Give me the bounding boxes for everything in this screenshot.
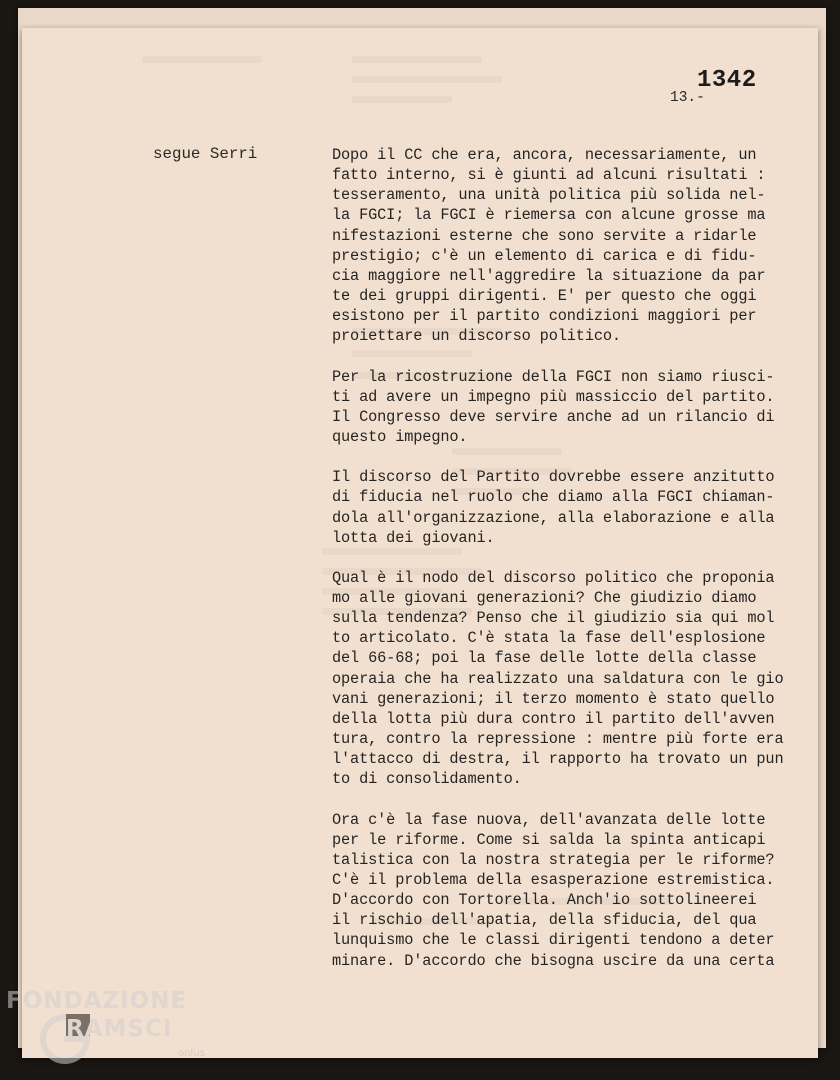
paragraph	[332, 145, 812, 347]
text-line: cia maggiore nell'aggredire la situazione da par	[332, 266, 766, 285]
paragraph	[332, 810, 812, 971]
text-line: fatto interno, si è giunti ad alcuni risultati :	[332, 166, 766, 185]
text-line: ti ad avere un impegno più massiccio del partito.	[332, 387, 775, 406]
text-line: l'attacco di destra, il rapporto ha trovato un pun	[332, 750, 784, 769]
fondazione-gramsci-watermark	[6, 988, 216, 1068]
show-through-mark	[352, 96, 452, 103]
show-through-mark	[352, 56, 482, 63]
text-line: di fiducia nel ruolo che diamo alla FGCI chiaman-	[332, 488, 775, 507]
text-line: esistono per il partito condizioni maggiori per	[332, 307, 757, 326]
text-line: questo impegno.	[332, 428, 468, 447]
text-line: Ora c'è la fase nuova, dell'avanzata delle lotte	[332, 810, 766, 829]
text-line: Il Congresso deve servire anche ad un rilancio di	[332, 407, 775, 426]
text-line: minare. D'accordo che bisogna uscire da una certa	[332, 951, 775, 970]
text-line: prestigio; c'è un elemento di carica e di fidu-	[332, 246, 757, 265]
text-line: del 66-68; poi la fase delle lotte della classe	[332, 649, 757, 668]
text-line: te dei gruppi dirigenti. E' per questo che oggi	[332, 287, 757, 306]
text-line: to articolato. C'è stata la fase dell'esplosione	[332, 629, 766, 648]
text-line: Il discorso del Partito dovrebbe essere anzitutto	[332, 468, 775, 487]
text-line: proiettare un discorso politico.	[332, 327, 621, 346]
paragraph	[332, 568, 812, 790]
text-line: C'è il problema della esasperazione estremistica.	[332, 871, 775, 889]
text-line: tura, contro la repressione : mentre più forte era	[332, 730, 784, 749]
text-line: lotta dei giovani.	[332, 528, 495, 547]
text-line: tesseramento, una unità politica più solida nel-	[332, 186, 766, 205]
page-number: 13.-	[670, 90, 705, 106]
text-line: to di consolidamento.	[332, 770, 522, 789]
paragraph	[332, 467, 812, 548]
paragraph	[332, 367, 812, 448]
text-line: talistica con la nostra strategia per le riforme?	[332, 850, 775, 869]
show-through-mark	[142, 56, 262, 63]
watermark-line1: FONDAZIONE	[6, 988, 188, 1014]
text-line: vani generazioni; il terzo momento è stato quello	[332, 689, 775, 708]
text-line: della lotta più dura contro il partito dell'avven	[332, 709, 775, 728]
show-through-mark	[352, 76, 502, 83]
text-line: Dopo il CC che era, ancora, necessariamente, un	[332, 146, 757, 164]
text-line: il rischio dell'apatia, della sfiducia, del qua	[332, 911, 757, 930]
watermark-line2: RAMSCI	[66, 1016, 173, 1042]
transcript-body	[332, 145, 812, 991]
watermark-onlus: onlus	[178, 1048, 205, 1059]
typewritten-page	[22, 28, 818, 1058]
text-line: per le riforme. Come si salda la spinta anticapi	[332, 830, 766, 849]
text-line: mo alle giovani generazioni? Che giudizio diamo	[332, 588, 757, 607]
text-line: Qual è il nodo del discorso politico che proponia	[332, 568, 775, 587]
archive-page-number: 1342	[697, 67, 757, 94]
text-line: dola all'organizzazione, alla elaborazione e alla	[332, 508, 775, 527]
text-line: lunquismo che le classi dirigenti tendono a deter	[332, 931, 775, 950]
text-line: la FGCI; la FGCI è riemersa con alcune grosse ma	[332, 206, 766, 225]
text-line: operaia che ha realizzato una saldatura con le gio	[332, 669, 784, 688]
text-line: Per la ricostruzione della FGCI non siamo riusci-	[332, 367, 775, 386]
text-line: sulla tendenza? Penso che il giudizio sia qui mol	[332, 609, 775, 628]
text-line: D'accordo con Tortorella. Anch'io sottolineerei	[332, 891, 757, 910]
text-line: nifestazioni esterne che sono servite a ridarle	[332, 226, 757, 245]
speaker-label: segue Serri	[153, 145, 258, 163]
